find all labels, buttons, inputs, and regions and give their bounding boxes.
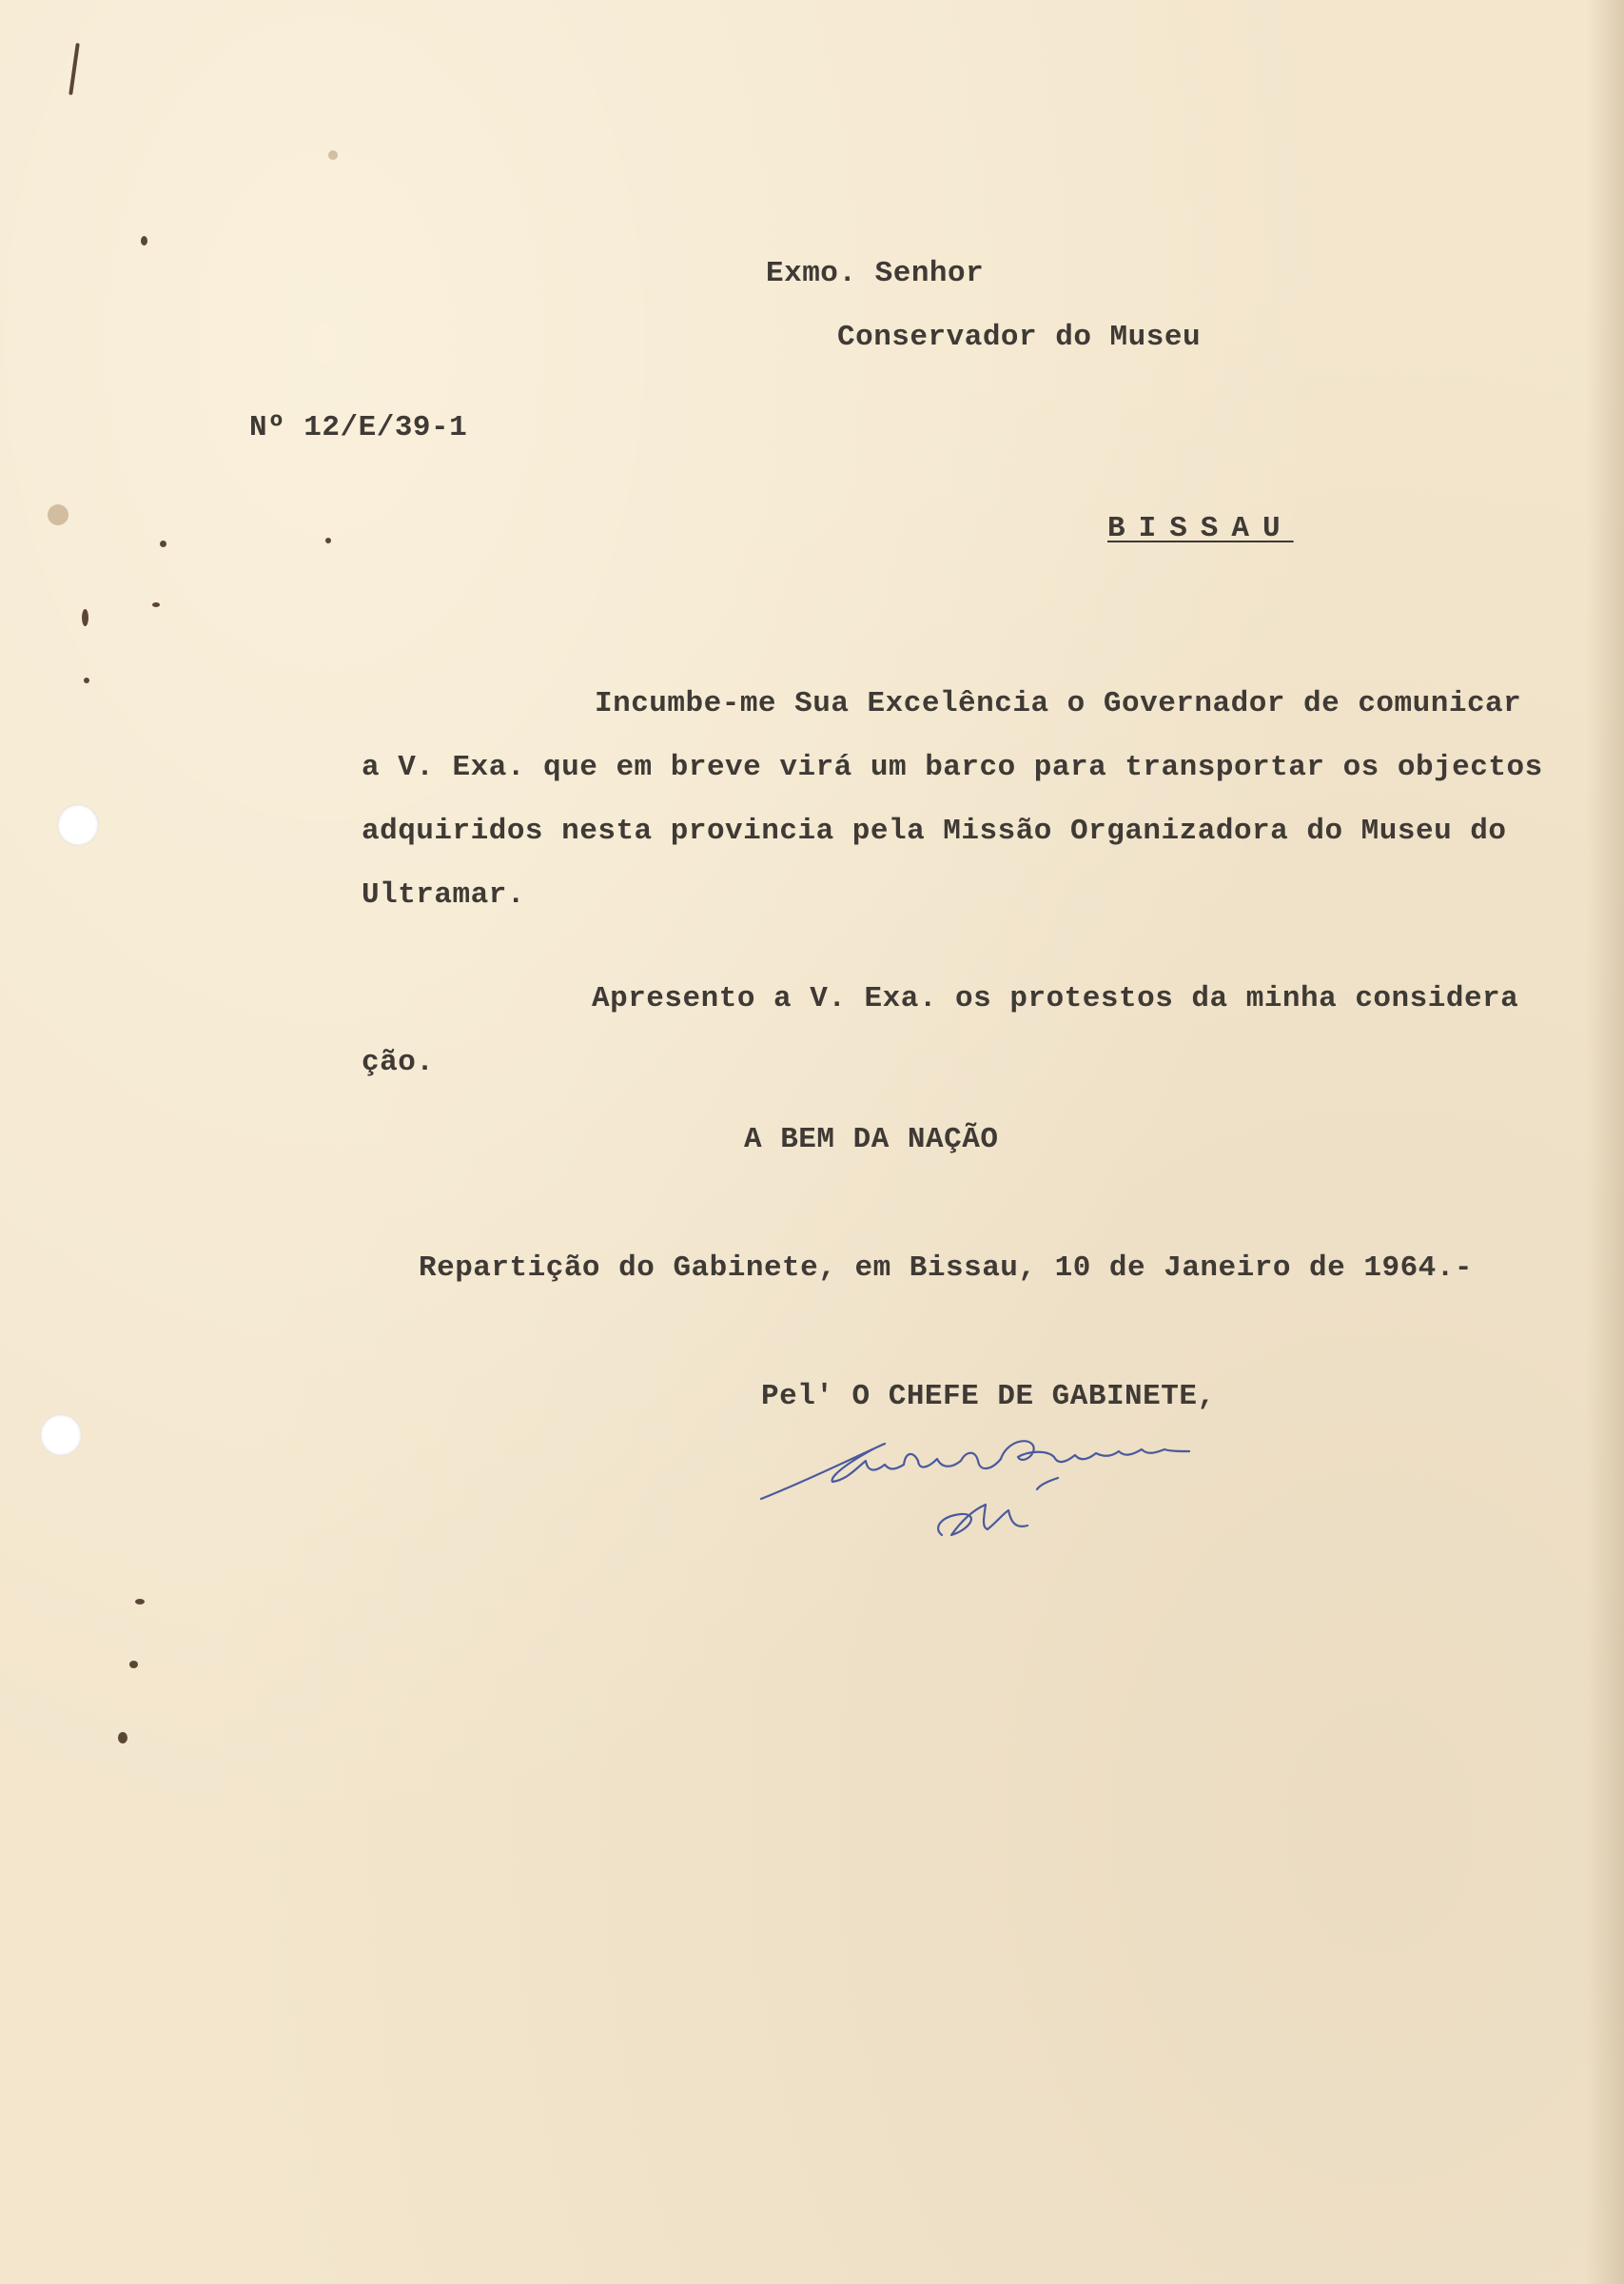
signatory-title: Pel' O CHEFE DE GABINETE, [761, 1380, 1216, 1413]
speck-mark [118, 1732, 127, 1743]
stain-mark [48, 504, 68, 525]
speck-mark [152, 602, 160, 607]
paragraph-2-line-1: Apresento a V. Exa. os protestos da minha considera [592, 982, 1519, 1015]
speck-mark [68, 43, 80, 95]
salutation-line-2: Conservador do Museu [837, 321, 1202, 354]
speck-mark [135, 1599, 145, 1605]
speck-mark [84, 678, 89, 683]
closing-motto: A BEM DA NAÇÃO [744, 1123, 999, 1156]
speck-mark [82, 609, 88, 626]
salutation-line-1: Exmo. Senhor [766, 257, 985, 290]
speck-mark [141, 236, 147, 246]
city-heading: BISSAU [1107, 512, 1294, 545]
paragraph-1-line-3: adquiridos nesta provincia pela Missão Organizadora do Museu do [362, 815, 1507, 848]
paragraph-1-line-2: a V. Exa. que em breve virá um barco para transportar os objectos [362, 751, 1543, 784]
punch-hole-top [57, 804, 99, 846]
stain-mark [328, 150, 338, 160]
speck-mark [325, 538, 331, 543]
punch-hole-bottom [40, 1414, 82, 1456]
paragraph-1-line-4: Ultramar. [362, 878, 525, 912]
reference-number: Nº 12/E/39-1 [249, 411, 468, 444]
paper-edge-shadow [1586, 0, 1624, 2284]
handwritten-signature [752, 1423, 1237, 1556]
speck-mark [160, 541, 166, 547]
place-date-line: Repartição do Gabinete, em Bissau, 10 de Janeiro de 1964.- [419, 1251, 1473, 1285]
speck-mark [129, 1661, 138, 1668]
paragraph-1-line-1: Incumbe-me Sua Excelência o Governador de comunicar [595, 687, 1522, 720]
paragraph-2-line-2: ção. [362, 1046, 435, 1079]
